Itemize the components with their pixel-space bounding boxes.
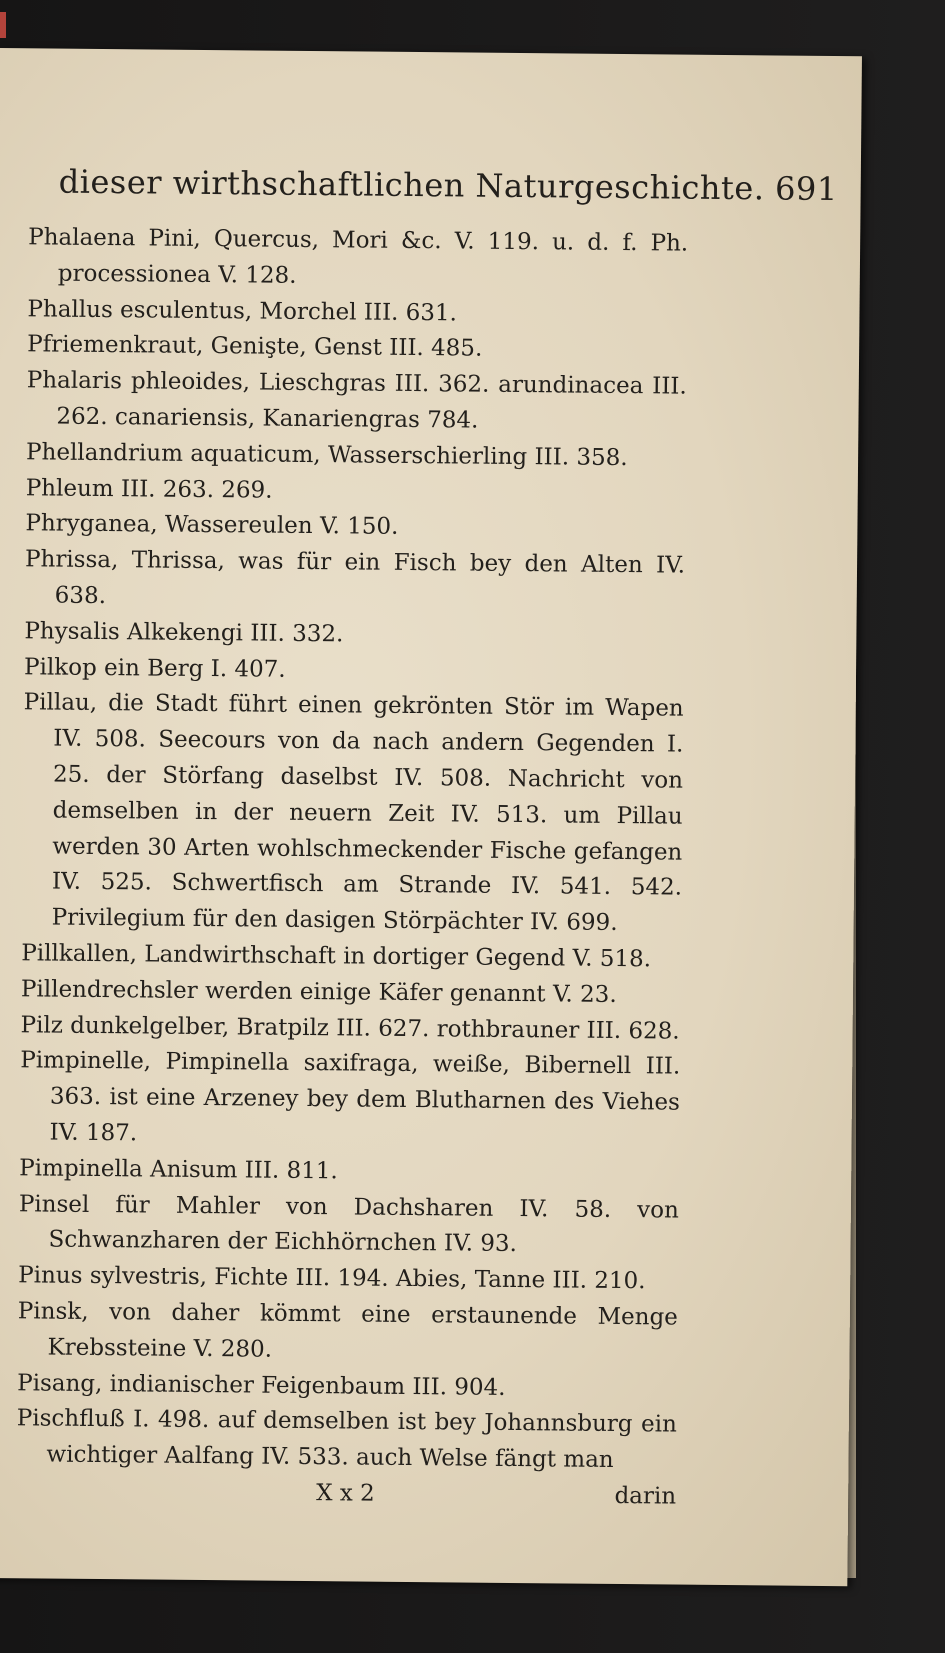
index-entry: Pisang, indianischer Feigenbaum III. 904. [17, 1369, 506, 1401]
index-entry: Pimpinelle, Pimpinella saxifraga, weiße, Bibernell III. 363. ist eine Arzeney bey dem Blutharnen des Viehes IV. 187. [20, 1047, 681, 1147]
catchword: darin [614, 1482, 677, 1510]
index-entry: Physalis Alkekengi III. 332. [24, 618, 344, 648]
red-tab-marker [0, 12, 6, 38]
index-entry: Pinsel für Mahler von Dachsharen IV. 58. von Schwanzharen der Eichhörnchen IV. 93. [18, 1190, 680, 1258]
index-entries [16, 220, 688, 1479]
index-entry: Pillendrechsler werden einige Käfer genannt V. 23. [20, 975, 617, 1008]
index-entry: Phalaris phleoides, Lieschgras III. 362. arundinacea III. 262. canariensis, Kanariengras 784. [26, 367, 687, 434]
index-entry: Pillkallen, Landwirthschaft in dortiger Gegend V. 518. [21, 940, 652, 973]
index-entry: Phallus esculentus, Morchel III. 631. [27, 295, 458, 326]
index-entry: Pfriemenkraut, Genişte, Genst III. 485. [27, 331, 483, 363]
page-text [16, 148, 838, 1515]
index-entry: Phryganea, Wassereulen V. 150. [25, 510, 399, 541]
index-entry: Phalaena Pini, Quercus, Mori &c. V. 119. u. d. f. Ph. processionea V. 128. [28, 224, 689, 289]
book-page [0, 48, 862, 1586]
index-entry: Phleum III. 263. 269. [25, 474, 273, 504]
index-entry: Pinsk, von daher kömmt eine erstaunende Menge Krebssteine V. 280. [17, 1298, 678, 1363]
index-entry: Pischfluß I. 498. auf demselben ist bey Johannsburg ein wichtiger Aalfang IV. 533. auch Welse fängt man [16, 1405, 677, 1474]
index-entry: Phrissa, Thrissa, was für ein Fisch bey den Alten IV. 638. [24, 546, 686, 610]
index-entry: Pilkop ein Berg I. 407. [23, 653, 286, 683]
index-entry: Pinus sylvestris, Fichte III. 194. Abies, Tanne III. 210. [18, 1262, 646, 1295]
running-header: dieser wirthschaftlichen Naturgeschichte. 691 [58, 162, 838, 209]
page-footer [16, 1473, 676, 1515]
index-entry: Pimpinella Anisum III. 811. [19, 1154, 338, 1185]
index-entry: Pillau, die Stadt führt einen gekrönten Stör im Wapen IV. 508. Seecours von da nach andern Gegenden I. 25. der Störfang daselbst IV. 508. Nachricht von demselben in der neuern Zeit IV. 513. um Pillau werden 30 Arten wohlschmeckender Fische gefangen IV. 525. Schwertfisch am Strande IV. 541. 542. Privilegium für den dasigen Störpächter IV. 699. [23, 689, 684, 937]
index-entry: Pilz dunkelgelber, Bratpilz III. 627. rothbrauner III. 628. [20, 1011, 680, 1045]
index-entry: Phellandrium aquaticum, Wasserschierling III. 358. [25, 439, 628, 471]
signature-mark: X x 2 [316, 1479, 375, 1507]
